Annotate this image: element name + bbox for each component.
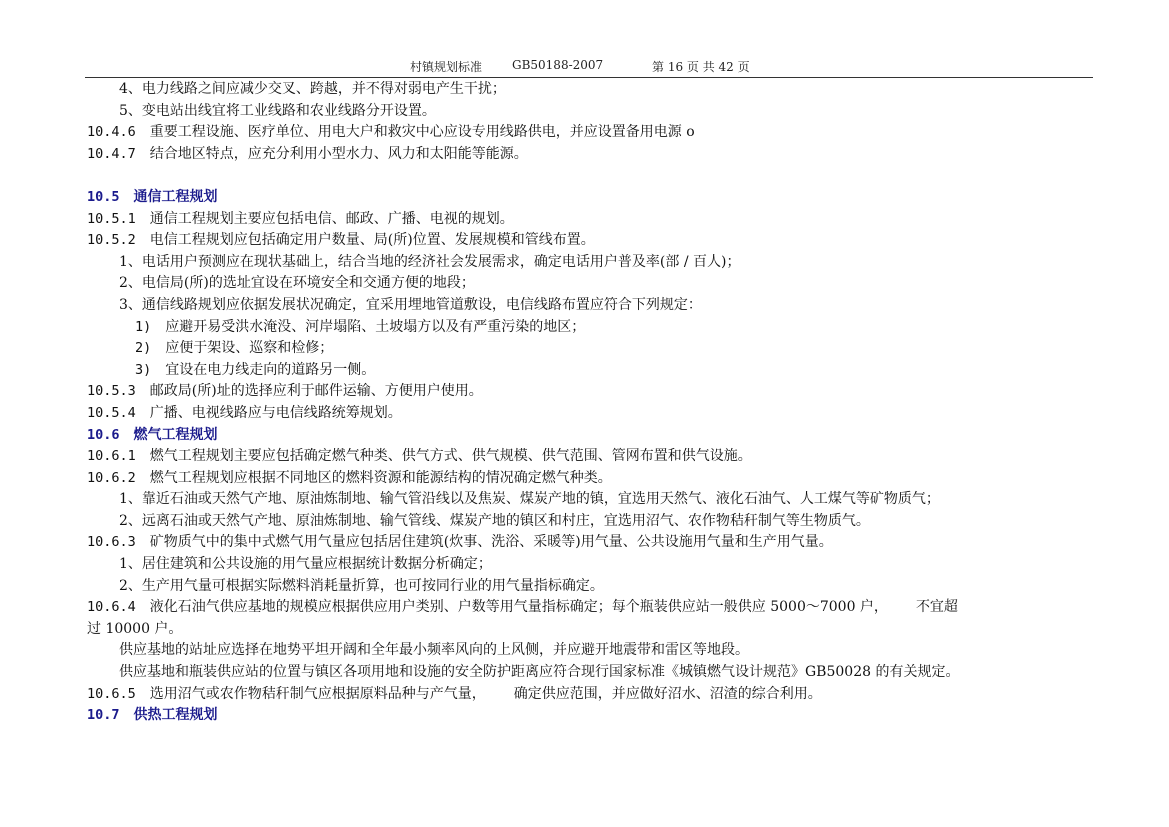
sub-item-text: 宜设在电力线走向的道路另一侧。 <box>165 361 376 378</box>
list-item: 5、变电站出线宜将工业线路和农业线路分开设置。 <box>119 102 436 119</box>
header-code: GB50188-2007 <box>512 58 604 72</box>
section-heading <box>87 705 1093 727</box>
sub-item-text: 应避开易受洪水淹没、河岸塌陷、土坡塌方以及有严重污染的地区； <box>165 318 586 335</box>
clause-text: 选用沼气或农作物秸秆制气应根据原料品种与产气量， <box>149 685 486 702</box>
clause-number: 10.6.4 <box>87 599 136 616</box>
clause-number: 10.6.3 <box>87 534 136 551</box>
clause-text: 电信工程规划应包括确定用户数量、局(所)位置、发展规模和管线布置。 <box>149 232 595 249</box>
clause <box>87 403 1093 425</box>
clause-text: 通信工程规划主要应包括电信、邮政、广播、电视的规划。 <box>149 210 514 227</box>
clause <box>87 144 1093 166</box>
list-item: 2、远离石油或天然气产地、原油炼制地、输气管线、煤炭产地的镇区和村庄，宜选用沼气、农作物秸秆制气等生物质气。 <box>119 512 870 529</box>
clause-number: 10.6.1 <box>87 448 136 465</box>
header-title: 村镇规划标准 <box>410 60 483 74</box>
sub-item-number: 1) <box>135 318 152 335</box>
section-title: 燃气工程规划 <box>133 426 218 443</box>
paragraph: 供应基地的站址应选择在地势平坦开阔和全年最小频率风向的上风侧，并应避开地震带和雷区等地段。 <box>119 642 749 659</box>
clause-text: 广播、电视线路应与电信线路统筹规划。 <box>149 404 402 421</box>
page-header <box>0 56 1169 76</box>
clause-text: 矿物质气中的集中式燃气用气量应包括居住建筑(炊事、洗浴、采暖等)用气量、公共设施用气量和生产用气量。 <box>149 534 833 551</box>
clause <box>87 122 1093 144</box>
section-number: 10.5 <box>87 188 120 205</box>
clause-text: 结合地区特点，应充分利用小型水力、风力和太阳能等能源。 <box>149 145 528 162</box>
section-title: 通信工程规划 <box>133 188 218 205</box>
sub-item-number: 2) <box>135 340 152 357</box>
sub-list-item <box>87 317 1093 339</box>
clause-number: 10.5.2 <box>87 232 136 249</box>
paragraph: 供应基地和瓶装供应站的位置与镇区各项用地和设施的安全防护距离应符合现行国家标准《城镇燃气设计规范》GB50028 的有关规定。 <box>119 664 960 681</box>
list-item: 3、通信线路规划应依据发展状况确定，宜采用埋地管道敷设，电信线路布置应符合下列规定： <box>119 296 702 313</box>
clause-continuation: 过 10000 户。 <box>87 620 183 637</box>
clause <box>87 381 1093 403</box>
section-heading <box>87 425 1093 447</box>
clause-text-continued: 不宜超 <box>915 599 958 616</box>
list-item: 4、电力线路之间应减少交叉、跨越，并不得对弱电产生干扰； <box>119 81 506 97</box>
clause-number: 10.4.6 <box>87 124 136 141</box>
clause-number: 10.5.3 <box>87 383 136 400</box>
clause <box>87 597 1093 619</box>
clause-text: 燃气工程规划主要应包括确定燃气种类、供气方式、供气规模、供气范围、管网布置和供气设施。 <box>149 448 752 465</box>
clause <box>87 230 1093 252</box>
clause <box>87 468 1093 490</box>
clause-text: 邮政局(所)址的选择应利于邮件运输、方便用户使用。 <box>149 383 483 400</box>
header-page-number: 第 16 页 共 42 页 <box>652 60 750 74</box>
list-item: 1、电话用户预测应在现状基础上，结合当地的经济社会发展需求，确定电话用户普及率(部 / 百人)； <box>119 253 741 270</box>
section-number: 10.6 <box>87 426 120 443</box>
clause-number: 10.4.7 <box>87 145 136 162</box>
clause-number: 10.5.4 <box>87 404 136 421</box>
list-item: 1、居住建筑和公共设施的用气量应根据统计数据分析确定； <box>119 556 492 573</box>
clause-text: 液化石油气供应基地的规模应根据供应用户类别、户数等用气量指标确定；每个瓶装供应站一般供应 5000～7000 户， <box>149 599 888 616</box>
clause-text-continued: 确定供应范围，并应做好沼水、沼渣的综合利用。 <box>513 685 822 702</box>
sub-list-item <box>87 338 1093 360</box>
clause-number: 10.6.2 <box>87 469 136 486</box>
section-number: 10.7 <box>87 707 120 724</box>
section-heading <box>87 187 1093 209</box>
clause-number: 10.5.1 <box>87 210 136 227</box>
clause <box>87 446 1093 468</box>
sub-item-number: 3) <box>135 361 152 378</box>
clause <box>87 532 1093 554</box>
clause-number: 10.6.5 <box>87 685 136 702</box>
list-item: 2、电信局(所)的选址宜设在环境安全和交通方便的地段； <box>119 275 475 292</box>
clause-text: 重要工程设施、医疗单位、用电大户和救灾中心应设专用线路供电，并应设置备用电源 o <box>149 124 695 141</box>
document-body <box>87 79 1093 727</box>
list-item: 1、靠近石油或天然气产地、原油炼制地、输气管沿线以及焦炭、煤炭产地的镇，宜选用天然气、液化石油气、人工煤气等矿物质气； <box>119 491 940 508</box>
sub-item-text: 应便于架设、巡察和检修； <box>165 340 334 357</box>
clause-text: 燃气工程规划应根据不同地区的燃料资源和能源结构的情况确定燃气种类。 <box>149 469 612 486</box>
list-item: 2、生产用气量可根据实际燃料消耗量折算，也可按同行业的用气量指标确定。 <box>119 577 604 594</box>
sub-list-item <box>87 360 1093 382</box>
section-title: 供热工程规划 <box>133 707 218 724</box>
clause <box>87 209 1093 231</box>
clause <box>87 684 1093 706</box>
header-divider <box>85 77 1093 78</box>
